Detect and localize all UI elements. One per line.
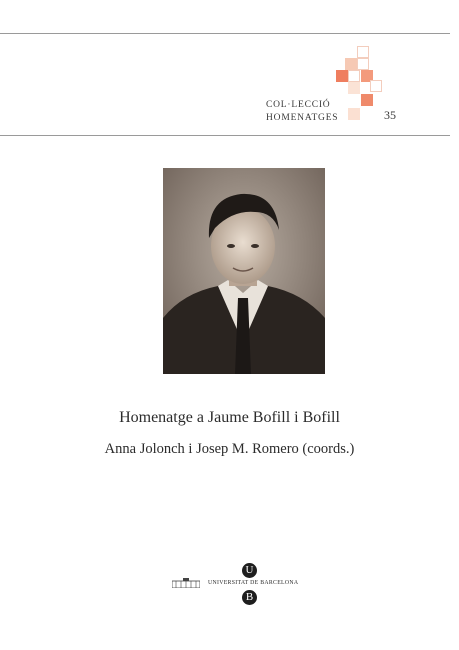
collection-label xyxy=(266,99,366,125)
ub-logo-top: U xyxy=(242,563,257,578)
header-rule xyxy=(0,135,450,136)
portrait-photo xyxy=(163,168,325,374)
portrait-image xyxy=(163,168,325,374)
collection-line-1: COL·LECCIÓ xyxy=(266,100,331,110)
ub-logo-bottom: B xyxy=(242,590,257,605)
book-title: Homenatge a Jaume Bofill i Bofill xyxy=(119,409,340,426)
building-icon xyxy=(172,578,200,588)
top-rule xyxy=(0,33,450,34)
collection-line-2: HOMENATGES xyxy=(266,113,339,123)
publisher-logo xyxy=(172,563,302,607)
collection-number: 35 xyxy=(384,108,396,122)
publisher-name: UNIVERSITAT DE BARCELONA xyxy=(208,580,299,586)
book-authors: Anna Jolonch i Josep M. Romero (coords.) xyxy=(104,441,355,457)
